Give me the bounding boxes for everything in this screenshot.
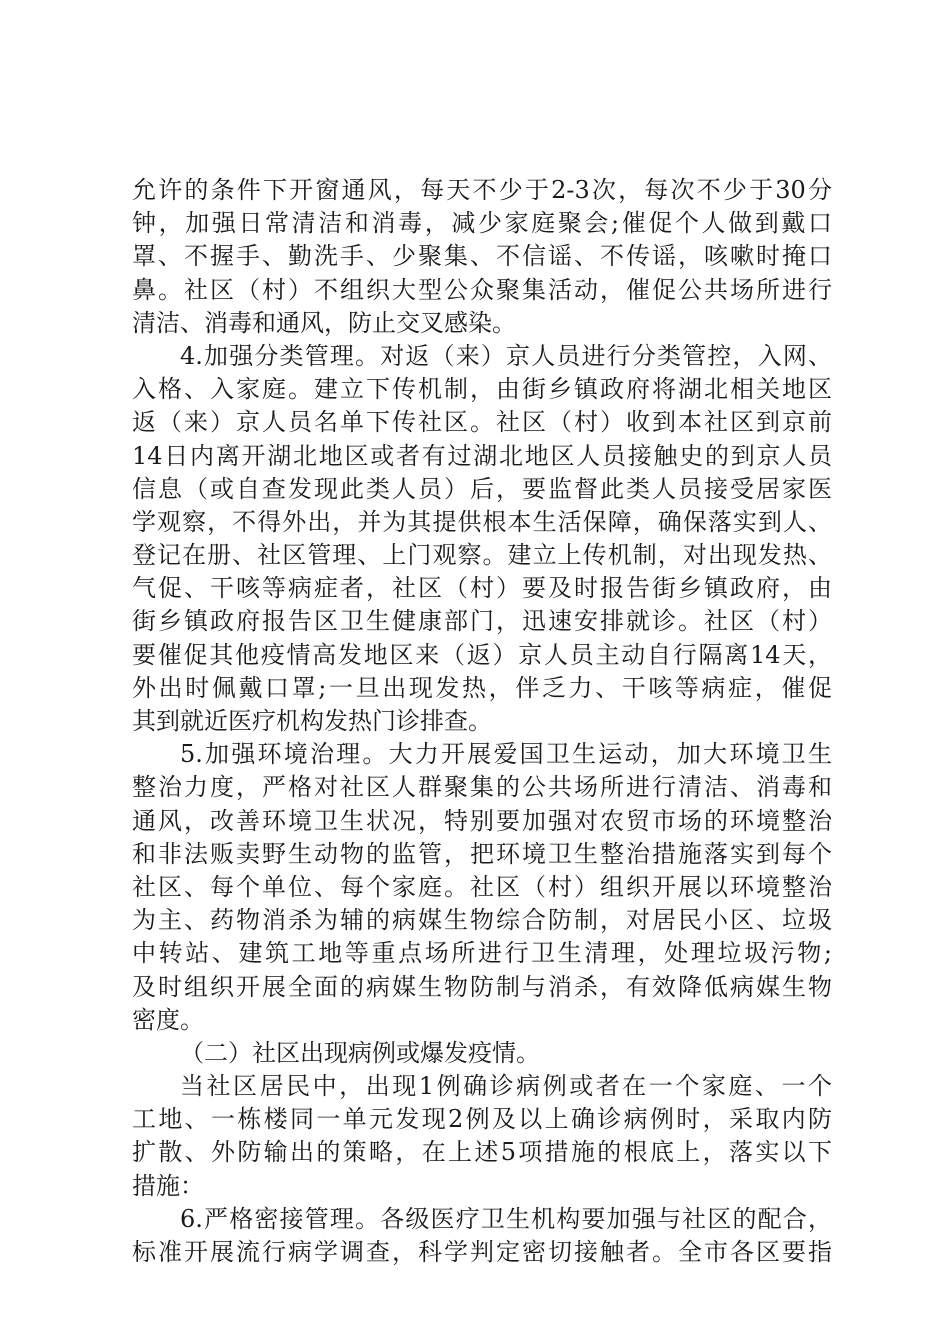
text-line: 街乡镇政府报告区卫生健康部门，迅速安排就诊。社区（村） (132, 607, 832, 636)
text-line: 通风，改善环境卫生状况，特别要加强对农贸市场的环境整治 (132, 806, 832, 835)
text-line: 标准开展流行病学调查，科学判定密切接触者。全市各区要指 (132, 1238, 832, 1266)
text-line: 和非法贩卖野生动物的监管，把环境卫生整治措施落实到每个 (132, 839, 832, 868)
text-line: 要催促其他疫情高发地区来（返）京人员主动自行隔离14天， (132, 640, 832, 669)
text-line: 措施： (132, 1171, 204, 1200)
text-line: 允许的条件下开窗通风，每天不少于2-3次，每次不少于30分 (132, 176, 832, 204)
text-line: 4.加强分类管理。对返（来）京人员进行分类管控，入网、 (180, 341, 832, 370)
text-line: 为主、药物消杀为辅的病媒生物综合防制，对居民小区、垃圾 (132, 906, 832, 935)
text-line: 入格、入家庭。建立下传机制，由街乡镇政府将湖北相关地区 (132, 375, 832, 404)
text-line: 信息（或自查发现此类人员）后，要监督此类人员接受居家医 (132, 474, 832, 503)
text-line: 返（来）京人员名单下传社区。社区（村）收到本社区到京前 (132, 408, 832, 437)
text-line: 中转站、建筑工地等重点场所进行卫生清理，处理垃圾污物; (132, 939, 832, 968)
text-line: 密度。 (132, 1005, 204, 1034)
text-line: 社区、每个单位、每个家庭。社区（村）组织开展以环境整治 (132, 872, 832, 901)
document-body (132, 174, 832, 1269)
text-line: 气促、干咳等病症者，社区（村）要及时报告街乡镇政府，由 (132, 574, 832, 603)
text-line: 钟，加强日常清洁和消毒，减少家庭聚会;催促个人做到戴口 (132, 209, 832, 238)
text-line: 登记在册、社区管理、上门观察。建立上传机制，对出现发热、 (132, 541, 832, 570)
text-line: 其到就近医疗机构发热门诊排查。 (132, 707, 492, 735)
text-line: 外出时佩戴口罩;一旦出现发热，伴乏力、干咳等病症，催促 (132, 673, 832, 702)
text-line: 工地、一栋楼同一单元发现2例及以上确诊病例时，采取内防 (132, 1105, 832, 1134)
text-line: 学观察，不得外出，并为其提供根本生活保障，确保落实到人、 (132, 507, 832, 536)
text-line: 14日内离开湖北地区或者有过湖北地区人员接触史的到京人员 (132, 441, 832, 470)
text-line: （二）社区出现病例或爆发疫情。 (180, 1038, 540, 1067)
text-line: 当社区居民中，出现1例确诊病例或者在一个家庭、一个 (180, 1072, 832, 1101)
text-line: 扩散、外防输出的策略，在上述5项措施的根底上，落实以下 (132, 1138, 832, 1167)
text-line: 整治力度，严格对社区人群聚集的公共场所进行清洁、消毒和 (132, 773, 832, 802)
text-line: 及时组织开展全面的病媒生物防制与消杀，有效降低病媒生物 (132, 972, 832, 1001)
text-line: 5.加强环境治理。大力开展爱国卫生运动，加大环境卫生 (180, 740, 832, 769)
text-line: 6.严格密接管理。各级医疗卫生机构要加强与社区的配合， (180, 1204, 832, 1233)
text-line: 罩、不握手、勤洗手、少聚集、不信谣、不传谣，咳嗽时掩口 (132, 242, 832, 271)
text-line: 清洁、消毒和通风，防止交叉感染。 (132, 308, 516, 337)
text-line: 鼻。社区（村）不组织大型公众聚集活动，催促公共场所进行 (132, 275, 832, 304)
